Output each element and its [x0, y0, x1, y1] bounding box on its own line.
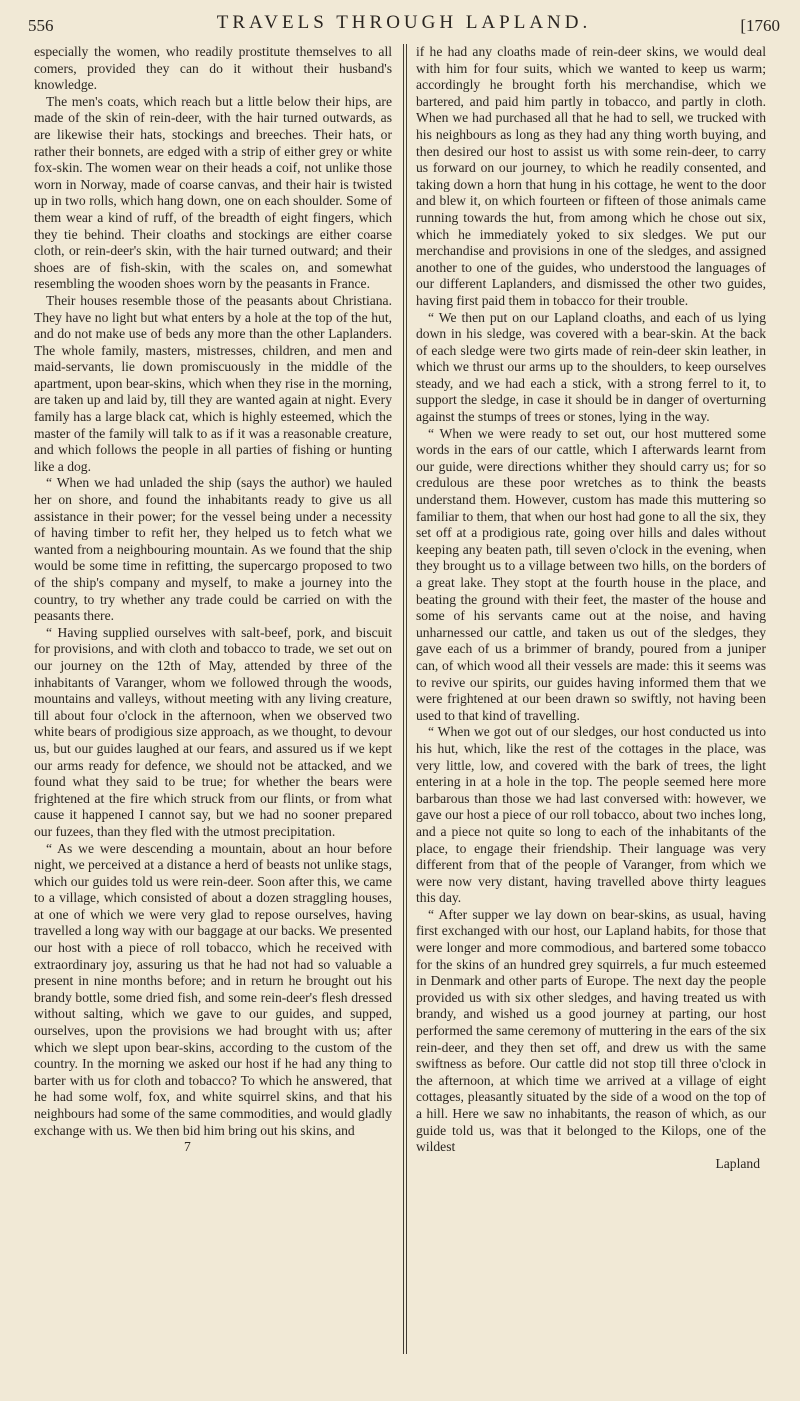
right-column	[416, 44, 766, 1384]
paragraph: “ We then put on our Lapland cloaths, and each of us lying down in his sledge, was covered with a bear-skin. At the back of each sledge were two girts made of rein-deer skin leather, in which we thrust our arms up to the shoulders, to keep ourselves steady, and we had each a stick, with a strong ferrel to it, to support the sledge, in case it should be in danger of overturning against the stumps of trees or stones, lying in the way.	[416, 309, 766, 425]
column-rule	[403, 44, 404, 1354]
page-number: 556	[28, 16, 54, 35]
running-head: TRAVELS THROUGH LAPLAND.	[216, 12, 592, 33]
signature-mark: 7	[184, 1139, 191, 1155]
paragraph: Their houses resemble those of the peasants about Christiana. They have no light but what enters by a hole at the top of the hut, and do not make use of beds any more than the other Laplanders. The whole family, masters, mistresses, children, and men and maid-servants, lie down promiscuously in the middle of the apartment, upon bear-skins, which when they rise in the morning, are taken up and laid by, till they are wanted again at night. Every family has a large black cat, which is highly esteemed, which the master of the family will talk to as if it was a reasonable creature, and which follows the people in all parties of fishing or hunting like a dog.	[34, 292, 392, 474]
paragraph: “ As we were descending a mountain, about an hour before night, we perceived at a distance a herd of beasts not unlike stags, which our guides told us were rein-deer. Soon after this, we came to a village, which consisted of about a dozen straggling houses, at one of which we were very glad to repose ourselves, having travelled a long way with our baggage at our backs. We presented our host with a piece of roll tobacco, which he received with extraordinary joy, assuring us that he had not had so valuable a present in nine months before; and in return he brought out his brandy bottle, some dried fish, and some rein-deer's flesh dressed without salting, which we gave to our guides, and supped, ourselves, upon the provisions we had brought with us; after which we slept upon bear-skins, according to the custom of the country. In the morning we asked our host if he had any thing to barter with us for cloth and tobacco? To which he answered, that he had some wolf, fox, and white squirrel skins, and that his neighbours had some of the same commodities, and would gladly exchange with us. We then bid him bring out his skins, and	[34, 840, 392, 1138]
page-header	[28, 10, 780, 40]
catchword: Lapland	[715, 1155, 760, 1171]
paragraph: “ When we had unladed the ship (says the author) we hauled her on shore, and found the inhabitants ready to give us all assistance in their power; for the vessel being under a necessity of having timber to refit her, they helped us to fetch what we wanted from a neighbouring mountain. As we found that the ship would be some time in refitting, the supercargo proposed to two of the ship's company and myself, to make a journey into the country, to try whether any trade could be carried on with the peasants there.	[34, 475, 392, 624]
paragraph: especially the women, who readily prostitute themselves to all comers, provided they can do it without their husband's knowledge.	[34, 44, 392, 93]
paragraph: “ When we got out of our sledges, our host conducted us into his hut, which, like the rest of the cottages in the place, was very little, low, and covered with the bark of trees, the light entering in at a hole in the top. The people seemed here more barbarous than those we had last conversed with: however, we gave our host a piece of our roll tobacco, about two inches long, and a piece not quite so long to each of the inhabitants of the place, to engage their friendship. Their language was very different from that of the people of Varanger, from which we were now very distant, having travelled above thirty leagues this day.	[416, 724, 766, 906]
paragraph: if he had any cloaths made of rein-deer skins, we would deal with him for four suits, which we wanted to keep us warm; accordingly he brought forth his merchandise, which we bartered, and paid him partly in tobacco, and partly in cloth. When we had purchased all that he had to sell, we trucked with his neighbours as long as they had any thing worth buying, and then desired our host to assist us with some rein-deer, to carry us forward on our journey, to which he readily consented, and taking down a horn that hung in his cottage, he went to the door and blew it, on which fourteen or fifteen of those animals came running towards the hut, from among which he chose out six, which he immediately yoked to six sledges. We put our merchandise and provisions in one of the sledges, and assigned another to one of the guides, who understood the languages of our different Laplanders, and dismissed the other two guides, having first paid them in tobacco for their trouble.	[416, 44, 766, 308]
paragraph: “ Having supplied ourselves with salt-beef, pork, and biscuit for provisions, and with cloth and tobacco to trade, we set out on our journey on the 12th of May, attended by three of the inhabitants of Varanger, whom we followed through the woods, mountains and valleys, without meeting with any living creature, till about four o'clock in the afternoon, when we observed two white bears of prodigious size approach, as we thought, to devour us, but our guides laughed at our fears, and assured us if we kept our arms ready for defence, we should not be attacked, and we found what they said to be true; for whether the bears were frightened at the fire which struck from our flints, or from what cause it happened I cannot say, but we had no sooner prepared our fuzees, than they fled with the utmost precipitation.	[34, 624, 392, 839]
paragraph: “ After supper we lay down on bear-skins, as usual, having first exchanged with our host, our Lapland habits, for those that were longer and more commodious, and bartered some tobacco for the skins of an hundred grey squirrels, a fur much esteemed in Denmark and other parts of Europe. The next day the people provided us with six other sledges, and having treated us with brandy, and wished us a good journey at parting, our host performed the same ceremony of muttering in the ears of the six rein-deer, and they then set off, and drew us with the same swiftness as before. Our cattle did not stop till three o'clock in the afternoon, at which time we arrived at a village of eight cottages, pleasantly situated by the side of a wood on the top of a hill. Here we saw no inhabitants, the reason of which, as our guide told us, was that it belonged to the Kilops, one of the wildest	[416, 906, 766, 1155]
paragraph: The men's coats, which reach but a little below their hips, are made of the skin of rein-deer, with the hair turned outwards, as are likewise their hats, stockings and breeches. Their hats, or rather their bonnets, are edged with a strip of either grey or white fox-skin. The women wear on their heads a coif, not unlike those worn in Norway, made of coarse canvas, and their hair is twisted up in two rolls, which hang down, one on each shoulder. Some of them wear a kind of ruff, of the breadth of eight fingers, which they tie behind. Their cloaths and stockings are either coarse cloth, or rein-deer's skin, with the hair turned outward; and their shoes are of fish-skin, with the scales on, and somewhat resembling the wooden shoes worn by the peasants in France.	[34, 93, 392, 292]
left-column	[34, 44, 392, 1384]
column-rule	[406, 44, 407, 1354]
year-marker: [1760	[740, 16, 780, 35]
paragraph: “ When we were ready to set out, our host muttered some words in the ears of our cattle, which I afterwards learnt from our guide, were directions whither they should carry us; for so credulous are these poor wretches as to think the beasts understand them. However, custom has made this muttering so familiar to them, that when our host had gone to all the six, they set off at a prodigious rate, going over hills and dales without keeping any beaten path, till seven o'clock in the evening, when they brought us to a village between two hills, on the borders of a great lake. They stopt at the fourth house in the place, and beating the ground with their feet, the master of the house and some of his servants came out at the noise, and having unharnessed our cattle, and taken us out of the sledges, they gave each of us a brimmer of brandy, poured from a juniper can, of which wood all their vessels are made: this it seems was to revive our spirits, our guides having informed them that we were frightened at our been drawn so swiftly, not having been used to that kind of travelling.	[416, 425, 766, 723]
